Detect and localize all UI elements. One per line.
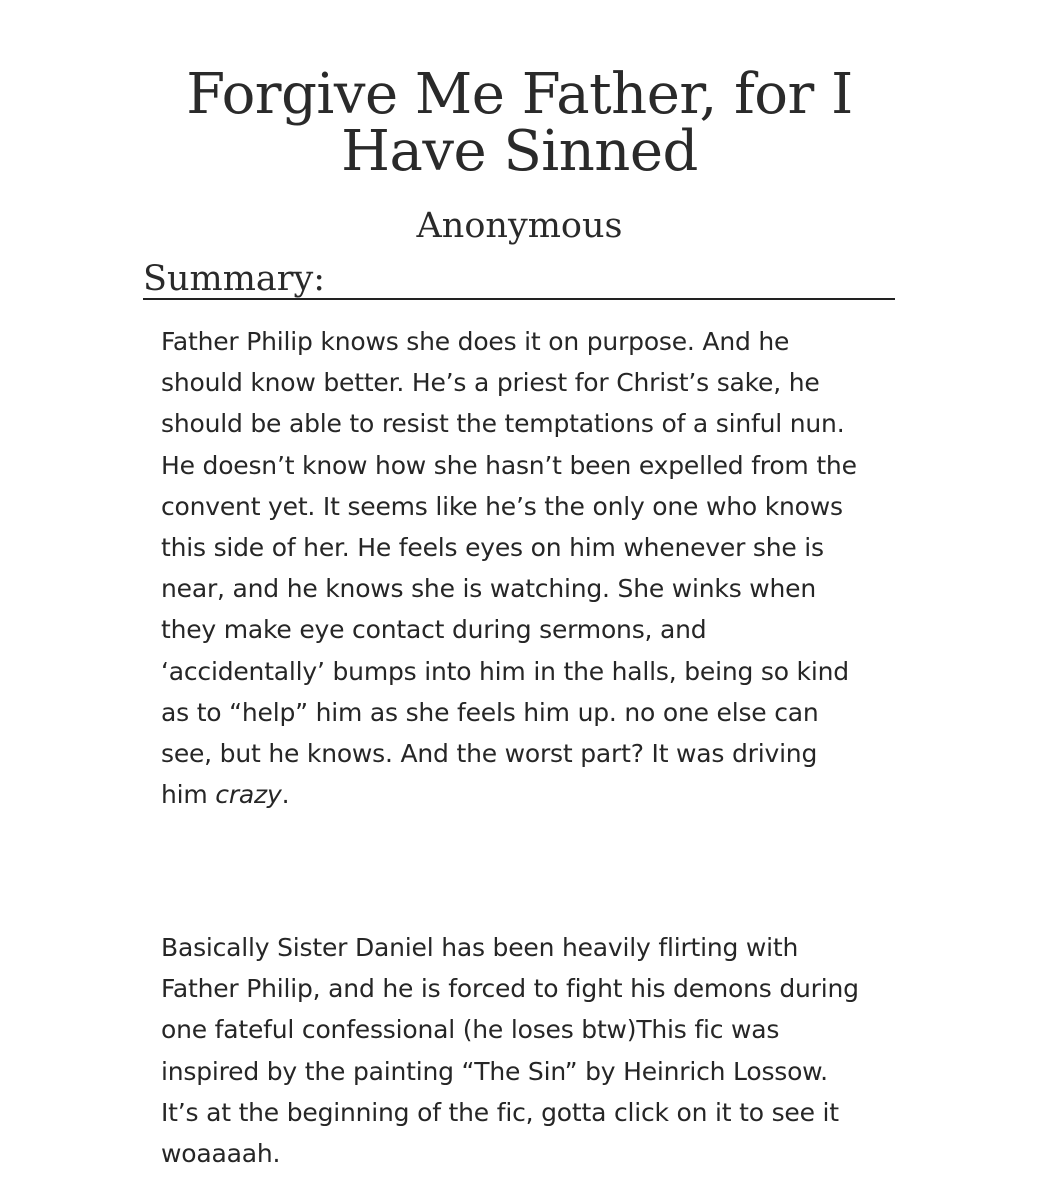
summary-line: It’s at the beginning of the fic, gotta click on it to see it xyxy=(161,1097,839,1127)
summary-line: as to “help” him as she feels him up. no one else can xyxy=(161,697,819,727)
summary-line: this side of her. He feels eyes on him whenever she is xyxy=(161,533,824,563)
summary-line: should be able to resist the temptations of a sinful nun. xyxy=(161,409,845,439)
summary-paragraph xyxy=(161,321,891,815)
summary-line: ‘accidentally’ bumps into him in the halls, being so kind xyxy=(161,656,849,686)
summary-text: . xyxy=(281,780,290,810)
summary-line: woaaaah. xyxy=(161,1139,281,1169)
summary-line xyxy=(161,774,891,815)
summary-line: Father Philip, and he is forced to fight his demons during xyxy=(161,974,859,1004)
summary-line: near, and he knows she is watching. She winks when xyxy=(161,574,816,604)
emphasis-text: crazy xyxy=(215,780,282,810)
summary-paragraph xyxy=(161,927,891,1174)
work-title-line: Have Sinned xyxy=(341,119,698,184)
summary-line: Father Philip knows she does it on purpose. And he xyxy=(161,327,790,356)
summary-line: inspired by the painting “The Sin” by Heinrich Lossow. xyxy=(161,1056,828,1086)
summary-line: should know better. He’s a priest for Christ’s sake, he xyxy=(161,368,820,398)
work-author[interactable]: Anonymous xyxy=(416,206,623,246)
summary-line: He doesn’t know how she hasn’t been expelled from the xyxy=(161,450,857,480)
summary-line: convent yet. It seems like he’s the only one who knows xyxy=(161,491,843,521)
work-title-line: Forgive Me Father, for I xyxy=(186,62,853,127)
summary-line: one fateful confessional (he loses btw)This fic was xyxy=(161,1015,780,1045)
summary-heading: Summary: xyxy=(143,258,895,300)
work-title xyxy=(120,62,919,184)
summary-text: him xyxy=(161,780,216,810)
summary-line: see, but he knows. And the worst part? It was driving xyxy=(161,739,818,769)
summary-line: they make eye contact during sermons, and xyxy=(161,615,707,645)
summary-line: Basically Sister Daniel has been heavily flirting with xyxy=(161,933,799,962)
